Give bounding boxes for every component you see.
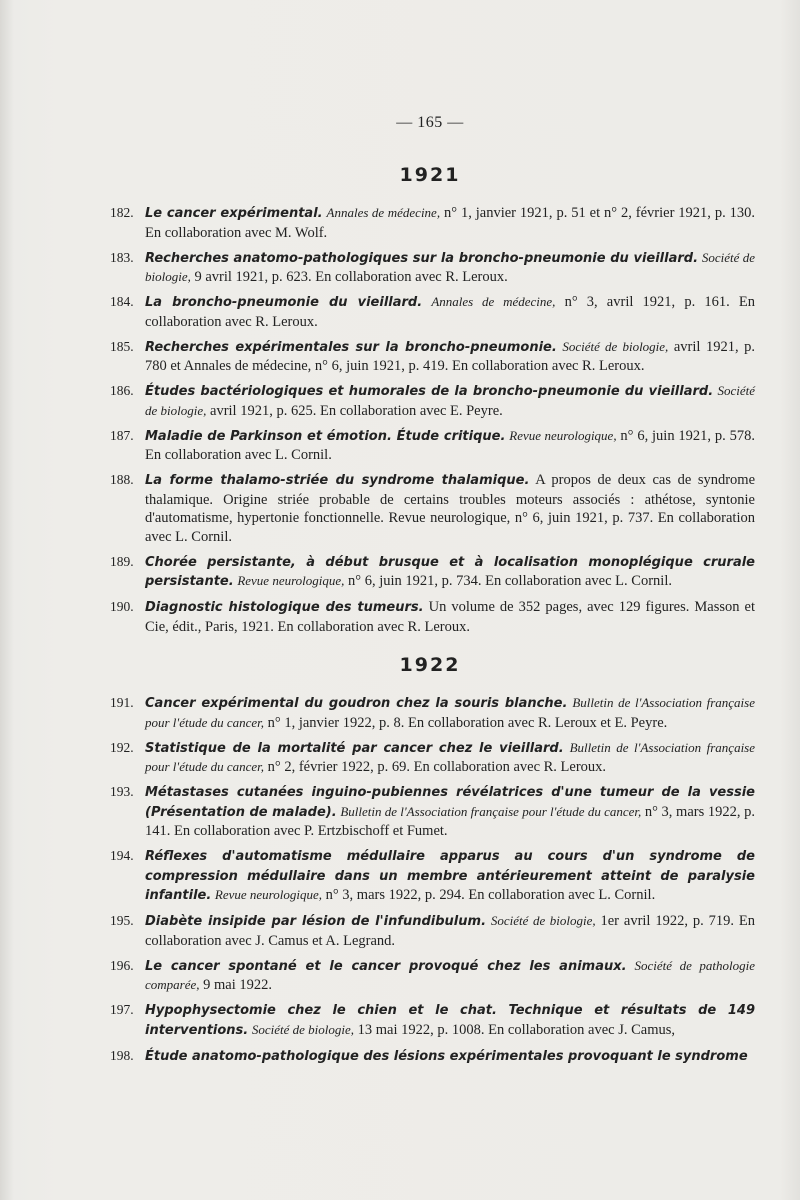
page-number: — 165 — — [396, 114, 464, 131]
entry-details: n° 3, mars 1922, p. 141. En collaboration avec P. Ertzbischoff et Fumet. — [145, 803, 756, 839]
entry-source: Revue neurologique, — [509, 427, 617, 443]
entry-source: Société de biologie, — [562, 338, 669, 354]
bibliography-entry — [0, 338, 755, 376]
bibliography-entry — [0, 847, 755, 906]
entry-source: Revue neurologique, — [214, 887, 322, 902]
entry-source: Bulletin de l'Association française pour l'étude du cancer, — [145, 695, 755, 730]
entry-number: 190. — [110, 599, 134, 614]
bibliography-entry — [0, 694, 755, 732]
entry-title: Cancer expérimental du goudron chez la souris blanche. — [145, 696, 568, 711]
entry-details: avril 1921, p. 780 et Annales de médecine, n° 6, juin 1921, p. 419. En collaboration avec R. Leroux. — [145, 338, 755, 374]
bibliography-entry — [0, 598, 755, 636]
entry-source: Société de pathologie comparée, — [145, 957, 755, 992]
entry-details: avril 1921, p. 625. En collaboration avec E. Peyre. — [206, 402, 503, 419]
entry-number: 182. — [110, 205, 134, 220]
entry-details: n° 1, janvier 1921, p. 51 et n° 2, février 1921, p. 130. En collaboration avec M. Wolf. — [145, 205, 756, 241]
entries-1922 — [0, 694, 800, 1073]
entry-number: 192. — [110, 739, 134, 755]
bibliography-entry — [0, 1001, 755, 1040]
entry-details: A propos de deux cas de syndrome thalamique. Origine striée probable de certains troubles moteurs associés : athétose, syntonie d'automatisme, hypertonie fonctionnelle. Revue neurologique, n° 6, juin 1921, p. 737. En collaboration avec L. Cornil. — [145, 472, 756, 545]
entry-title: Études bactériologiques et humorales de la broncho-pneumonie du vieillard. — [145, 384, 714, 399]
entry-number: 187. — [110, 427, 134, 443]
bibliography-entry — [0, 204, 755, 242]
bibliography-entry — [0, 249, 755, 287]
bibliography-entry — [0, 427, 755, 465]
entry-number: 191. — [110, 695, 134, 710]
entry-number: 183. — [110, 249, 134, 265]
bibliography-entry — [0, 783, 755, 841]
entry-source: Annales de médecine, — [431, 294, 556, 309]
entry-details: 13 mai 1922, p. 1008. En collaboration avec J. Camus, — [354, 1021, 675, 1038]
entry-source: Annales de médecine, — [326, 205, 441, 220]
entry-source: Société de biologie, — [251, 1021, 355, 1037]
entry-number: 188. — [110, 472, 134, 487]
bibliography-entry — [0, 739, 755, 777]
year-heading-1921: 1921 — [399, 164, 461, 186]
entries-1921 — [0, 204, 800, 643]
entry-number: 196. — [110, 957, 134, 973]
entry-title: Le cancer spontané et le cancer provoqué chez les animaux. — [145, 958, 627, 974]
entry-source: Revue neurologique, — [237, 573, 345, 588]
entry-title: La broncho-pneumonie du vieillard. — [145, 295, 423, 310]
entry-number: 194. — [110, 848, 134, 863]
entry-title: Étude anatomo-pathologique des lésions expérimentales provoquant le syndrome — [145, 1048, 748, 1064]
entry-number: 184. — [110, 294, 134, 309]
entry-source: Société de biologie, — [145, 383, 755, 418]
entry-details: n° 3, avril 1921, p. 161. En collaboration avec R. Leroux. — [145, 294, 756, 330]
bibliography-entry — [0, 912, 755, 950]
entry-number: 198. — [110, 1047, 134, 1063]
entry-title: Recherches anatomo-pathologiques sur la broncho-pneumonie du vieillard. — [145, 250, 699, 266]
entry-details: 9 mai 1922. — [199, 977, 273, 993]
entry-title: Métastases cutanées inguino-pubiennes révélatrices d'une tumeur de la vessie (Présentation de malade). — [145, 785, 755, 820]
entry-number: 193. — [110, 784, 134, 799]
entry-title: Chorée persistante, à début brusque et à localisation monoplégique crurale persistante. — [145, 554, 755, 589]
entry-source: Bulletin de l'Association française pour l'étude du cancer, — [145, 739, 756, 774]
entry-details: 1er avril 1922, p. 719. En collaboration avec J. Camus et A. Legrand. — [145, 913, 755, 949]
entry-source: Bulletin de l'Association française pour l'étude du cancer, — [340, 803, 642, 819]
bibliography-entry — [0, 382, 755, 420]
entry-source: Société de biologie, — [145, 249, 756, 284]
entry-number: 189. — [110, 553, 134, 569]
entry-title: Statistique de la mortalité par cancer chez le vieillard. — [145, 740, 564, 756]
bibliography-entry — [0, 471, 755, 546]
entry-title: Diabète insipide par lésion de l'infundibulum. — [145, 914, 487, 929]
entry-title: Réflexes d'automatisme médullaire apparus au cours d'un syndrome de compression médullaire dans un membre antérieurement atteint de paralysie infantile. — [145, 849, 755, 903]
entry-title: Diagnostic histologique des tumeurs. — [145, 600, 424, 615]
entry-details: n° 6, juin 1921, p. 734. En collaboration avec L. Cornil. — [344, 573, 672, 589]
entry-details: Un volume de 352 pages, avec 129 figures. Masson et Cie, édit., Paris, 1921. En collaboration avec R. Leroux. — [145, 599, 756, 635]
bibliography-entry — [0, 293, 755, 331]
entry-number: 197. — [110, 1002, 134, 1017]
entry-details: n° 2, février 1922, p. 69. En collaboration avec R. Leroux. — [264, 759, 607, 775]
entry-details: n° 1, janvier 1922, p. 8. En collaboration avec R. Leroux et E. Peyre. — [264, 714, 668, 731]
entry-details: n° 6, juin 1921, p. 578. En collaboration avec L. Cornil. — [145, 427, 755, 463]
entry-details: n° 3, mars 1922, p. 294. En collaboration avec L. Cornil. — [322, 887, 656, 903]
year-heading-1922: 1922 — [399, 654, 461, 676]
bibliography-entry — [0, 553, 755, 592]
entry-title: Recherches expérimentales sur la broncho-pneumonie. — [145, 339, 557, 355]
entry-number: 186. — [110, 383, 134, 398]
bibliography-entry — [0, 957, 755, 995]
entry-title: Hypophysectomie chez le chien et le chat. Technique et résultats de 149 interventions. — [145, 1003, 755, 1038]
bibliography-entry — [0, 1047, 755, 1067]
entry-number: 195. — [110, 913, 134, 928]
entry-title: La forme thalamo-striée du syndrome thalamique. — [145, 473, 530, 488]
entry-number: 185. — [110, 338, 134, 354]
entry-title: Le cancer expérimental. — [145, 206, 323, 221]
entry-details: 9 avril 1921, p. 623. En collaboration avec R. Leroux. — [190, 269, 508, 285]
entry-source: Société de biologie, — [490, 913, 596, 928]
entry-title: Maladie de Parkinson et émotion. Étude critique. — [145, 428, 506, 444]
